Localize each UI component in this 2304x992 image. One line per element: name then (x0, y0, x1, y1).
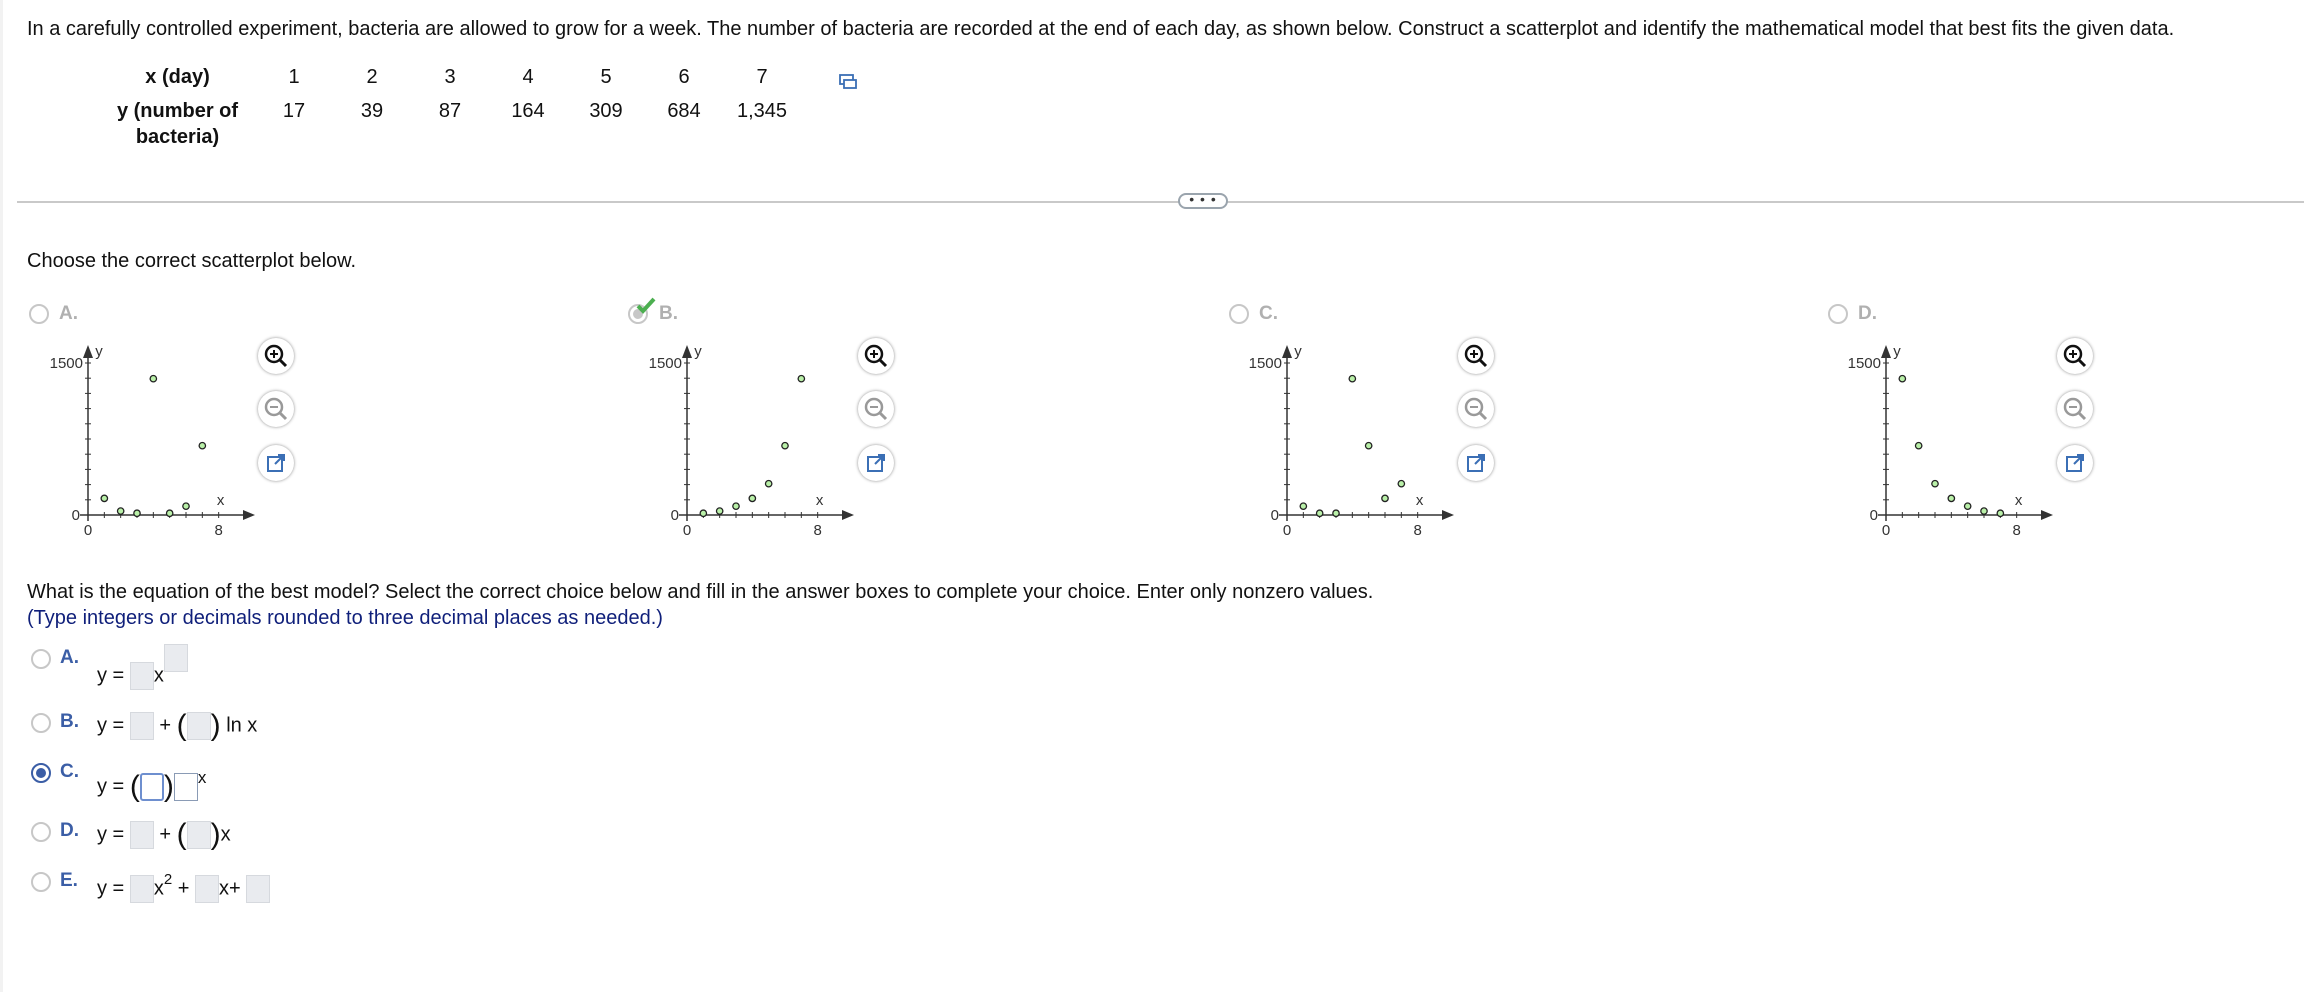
external-link-icon (258, 445, 294, 481)
scatterplot-c (1237, 340, 1457, 539)
data-point (1382, 495, 1388, 501)
data-point (1964, 503, 1970, 509)
coefficient-input[interactable] (187, 821, 211, 849)
data-point (134, 510, 140, 516)
coefficient-input[interactable] (187, 712, 211, 740)
x-zero-tick-label: 0 (1881, 522, 1891, 539)
square-exponent: 2 (163, 871, 173, 889)
data-point (1981, 508, 1987, 514)
scatter-option-c-label: C. (1259, 303, 1278, 324)
x-value: 1 (288, 66, 300, 88)
x-value: 3 (444, 66, 456, 88)
model-option-b-radio[interactable] (31, 713, 51, 733)
model-option-c-label: C. (60, 761, 79, 782)
zoom-in-button-a[interactable] (258, 338, 294, 374)
scatter-option-a-label: A. (59, 303, 78, 324)
x-axis-label: x (1415, 492, 1424, 509)
data-point (101, 495, 107, 501)
y-axis-arrow (1282, 345, 1292, 358)
y-zero-tick-label: 0 (71, 507, 80, 524)
x-eight-tick-label: 8 (1413, 522, 1422, 539)
model-option-b-label: B. (60, 711, 79, 732)
x-axis-label: x (2014, 492, 2023, 509)
data-point (716, 508, 722, 514)
y-max-tick-label: 1500 (1847, 355, 1881, 372)
y-value: 309 (589, 100, 623, 122)
y-axis-arrow (682, 345, 692, 358)
y-value: 17 (282, 100, 306, 122)
model-d-equation (97, 818, 231, 851)
model-c-equation (97, 768, 207, 803)
x-var: x (220, 823, 231, 846)
y-axis-arrow (83, 345, 93, 358)
data-point (150, 376, 156, 382)
coefficient-input[interactable] (140, 773, 164, 801)
zoom-out-icon (258, 391, 294, 427)
data-point (1349, 376, 1355, 382)
y-zero-tick-label: 0 (1869, 507, 1878, 524)
x-header: x (day) (145, 66, 210, 88)
data-point (782, 442, 788, 448)
x-axis-label: x (815, 492, 824, 509)
data-point (798, 376, 804, 382)
x-value: 7 (756, 66, 768, 88)
c-constant-input[interactable] (246, 875, 270, 903)
y-equals: y = (97, 823, 125, 846)
y-header (100, 90, 255, 150)
y-max-tick-label: 1500 (1248, 355, 1282, 372)
data-point (1365, 442, 1371, 448)
zoom-out-icon (2057, 391, 2093, 427)
model-b-equation (97, 709, 258, 742)
close-paren: ) (163, 770, 174, 803)
x-zero-tick-label: 0 (83, 522, 93, 539)
data-point (1915, 442, 1921, 448)
model-option-e-radio[interactable] (31, 872, 51, 892)
x-eight-tick-label: 8 (2012, 522, 2021, 539)
data-point (1997, 510, 2003, 516)
y-value: 87 (438, 100, 462, 122)
y-axis-label: y (1294, 343, 1302, 360)
ln-x: ln x (226, 714, 258, 737)
zoom-out-icon (1458, 391, 1494, 427)
x-zero-tick-label: 0 (682, 522, 692, 539)
external-link-icon (858, 445, 894, 481)
y-axis-label: y (694, 343, 702, 360)
data-point (1899, 376, 1905, 382)
x-eight-tick-label: 8 (813, 522, 822, 539)
x-value: 6 (678, 66, 690, 88)
zoom-in-button-d[interactable] (2057, 338, 2093, 374)
x-axis-arrow (2041, 510, 2053, 520)
scatter-option-c-radio[interactable] (1229, 304, 1249, 324)
model-question: What is the equation of the best model? Select the correct choice below and fill in the answer boxes to complete your choice. Enter only nonzero values. (27, 581, 1374, 603)
data-point (733, 503, 739, 509)
data-point (117, 508, 123, 514)
data-table (100, 64, 801, 150)
model-option-d-label: D. (60, 820, 79, 841)
x-exponent: x (197, 768, 207, 787)
base-input[interactable] (174, 773, 198, 801)
a-coefficient-input[interactable] (130, 875, 154, 903)
zoom-out-button-b[interactable] (858, 391, 894, 427)
x-var: x (153, 664, 164, 687)
problem-statement: In a carefully controlled experiment, bacteria are allowed to grow for a week. The number of bacteria are recorded at the end of each day, as shown below. Construct a scatterplot and identify the mathematical model that best fits the given data. (27, 18, 2175, 40)
y-zero-tick-label: 0 (670, 507, 679, 524)
expand-button[interactable]: • • • (1178, 193, 1228, 209)
scatter-option-b-label: B. (659, 303, 678, 324)
data-point (765, 480, 771, 486)
zoom-out-icon (858, 391, 894, 427)
table-row-x (100, 64, 801, 90)
y-value: 39 (360, 100, 384, 122)
x-var: x (218, 877, 229, 900)
external-link-icon (1458, 445, 1494, 481)
scatter-option-d-label: D. (1858, 303, 1877, 324)
data-point (183, 503, 189, 509)
zoom-out-button-a[interactable] (258, 391, 294, 427)
x-zero-tick-label: 0 (1282, 522, 1292, 539)
plus-sign: + (159, 714, 172, 737)
x-value: 5 (600, 66, 612, 88)
external-link-icon (2057, 445, 2093, 481)
y-value: 1,345 (736, 100, 788, 122)
zoom-in-button-c[interactable] (1458, 338, 1494, 374)
coefficient-input[interactable] (130, 662, 154, 690)
popout-button-a[interactable] (258, 445, 294, 481)
data-point (166, 510, 172, 516)
model-e-equation (97, 871, 270, 903)
data-point (1333, 510, 1339, 516)
rounding-instruction: (Type integers or decimals rounded to three decimal places as needed.) (27, 607, 663, 629)
popout-button-d[interactable] (2057, 445, 2093, 481)
popout-button-c[interactable] (1458, 445, 1494, 481)
y-equals: y = (97, 775, 125, 798)
section-divider (17, 201, 2304, 203)
zoom-out-button-d[interactable] (2057, 391, 2093, 427)
scatterplot-d (1836, 340, 2056, 539)
x-value: 2 (366, 66, 378, 88)
y-axis-label: y (1893, 343, 1901, 360)
y-zero-tick-label: 0 (1270, 507, 1279, 524)
y-value: 684 (667, 100, 701, 122)
y-header-line2: bacteria) (135, 126, 220, 148)
data-point (1932, 480, 1938, 486)
model-option-a-radio[interactable] (31, 649, 51, 669)
data-point (1948, 495, 1954, 501)
data-point (1300, 503, 1306, 509)
y-axis-label: y (95, 343, 103, 360)
zoom-in-icon (1458, 338, 1494, 374)
x-axis-label: x (216, 492, 225, 509)
left-edge-rule (0, 0, 3, 992)
model-option-d-radio[interactable] (31, 822, 51, 842)
data-point (749, 495, 755, 501)
open-paren: ( (176, 709, 187, 742)
data-point (700, 510, 706, 516)
open-paren: ( (176, 818, 187, 851)
close-paren: ) (210, 709, 221, 742)
intercept-input[interactable] (130, 712, 154, 740)
intercept-input[interactable] (130, 821, 154, 849)
open-paren: ( (129, 770, 140, 803)
x-axis-arrow (243, 510, 255, 520)
y-max-tick-label: 1500 (648, 355, 682, 372)
y-equals: y = (97, 664, 125, 687)
y-max-tick-label: 1500 (49, 355, 83, 372)
model-a-equation (97, 662, 188, 690)
x-eight-tick-label: 8 (214, 522, 223, 539)
correct-check-icon (636, 297, 656, 315)
scatterplot-a (38, 340, 258, 539)
model-option-c-radio[interactable] (31, 763, 51, 783)
y-axis-arrow (1881, 345, 1891, 358)
scatter-option-d-radio[interactable] (1828, 304, 1848, 324)
table-row-y (100, 90, 801, 150)
zoom-in-icon (858, 338, 894, 374)
b-coefficient-input[interactable] (195, 875, 219, 903)
y-value: 164 (511, 100, 545, 122)
plus-sign: + (177, 877, 190, 900)
x-value: 4 (522, 66, 534, 88)
scatterplot-b (637, 340, 857, 539)
copy-table-icon[interactable] (838, 71, 858, 91)
scatter-prompt: Choose the correct scatterplot below. (27, 250, 357, 272)
y-equals: y = (97, 714, 125, 737)
zoom-in-button-b[interactable] (858, 338, 894, 374)
plus-sign: + (159, 823, 172, 846)
model-option-a-label: A. (60, 647, 79, 668)
exponent-input[interactable] (164, 644, 188, 672)
plus-sign: + (228, 877, 241, 900)
zoom-in-icon (258, 338, 294, 374)
data-point (1316, 510, 1322, 516)
x-var: x (153, 877, 164, 900)
x-axis-arrow (1442, 510, 1454, 520)
data-point (1398, 480, 1404, 486)
popout-button-b[interactable] (858, 445, 894, 481)
y-header-line1: y (number of (116, 100, 239, 122)
y-equals: y = (97, 877, 125, 900)
data-point (199, 442, 205, 448)
scatter-option-a-radio[interactable] (29, 304, 49, 324)
close-paren: ) (210, 818, 221, 851)
zoom-in-icon (2057, 338, 2093, 374)
zoom-out-button-c[interactable] (1458, 391, 1494, 427)
model-option-e-label: E. (60, 870, 78, 891)
x-axis-arrow (842, 510, 854, 520)
